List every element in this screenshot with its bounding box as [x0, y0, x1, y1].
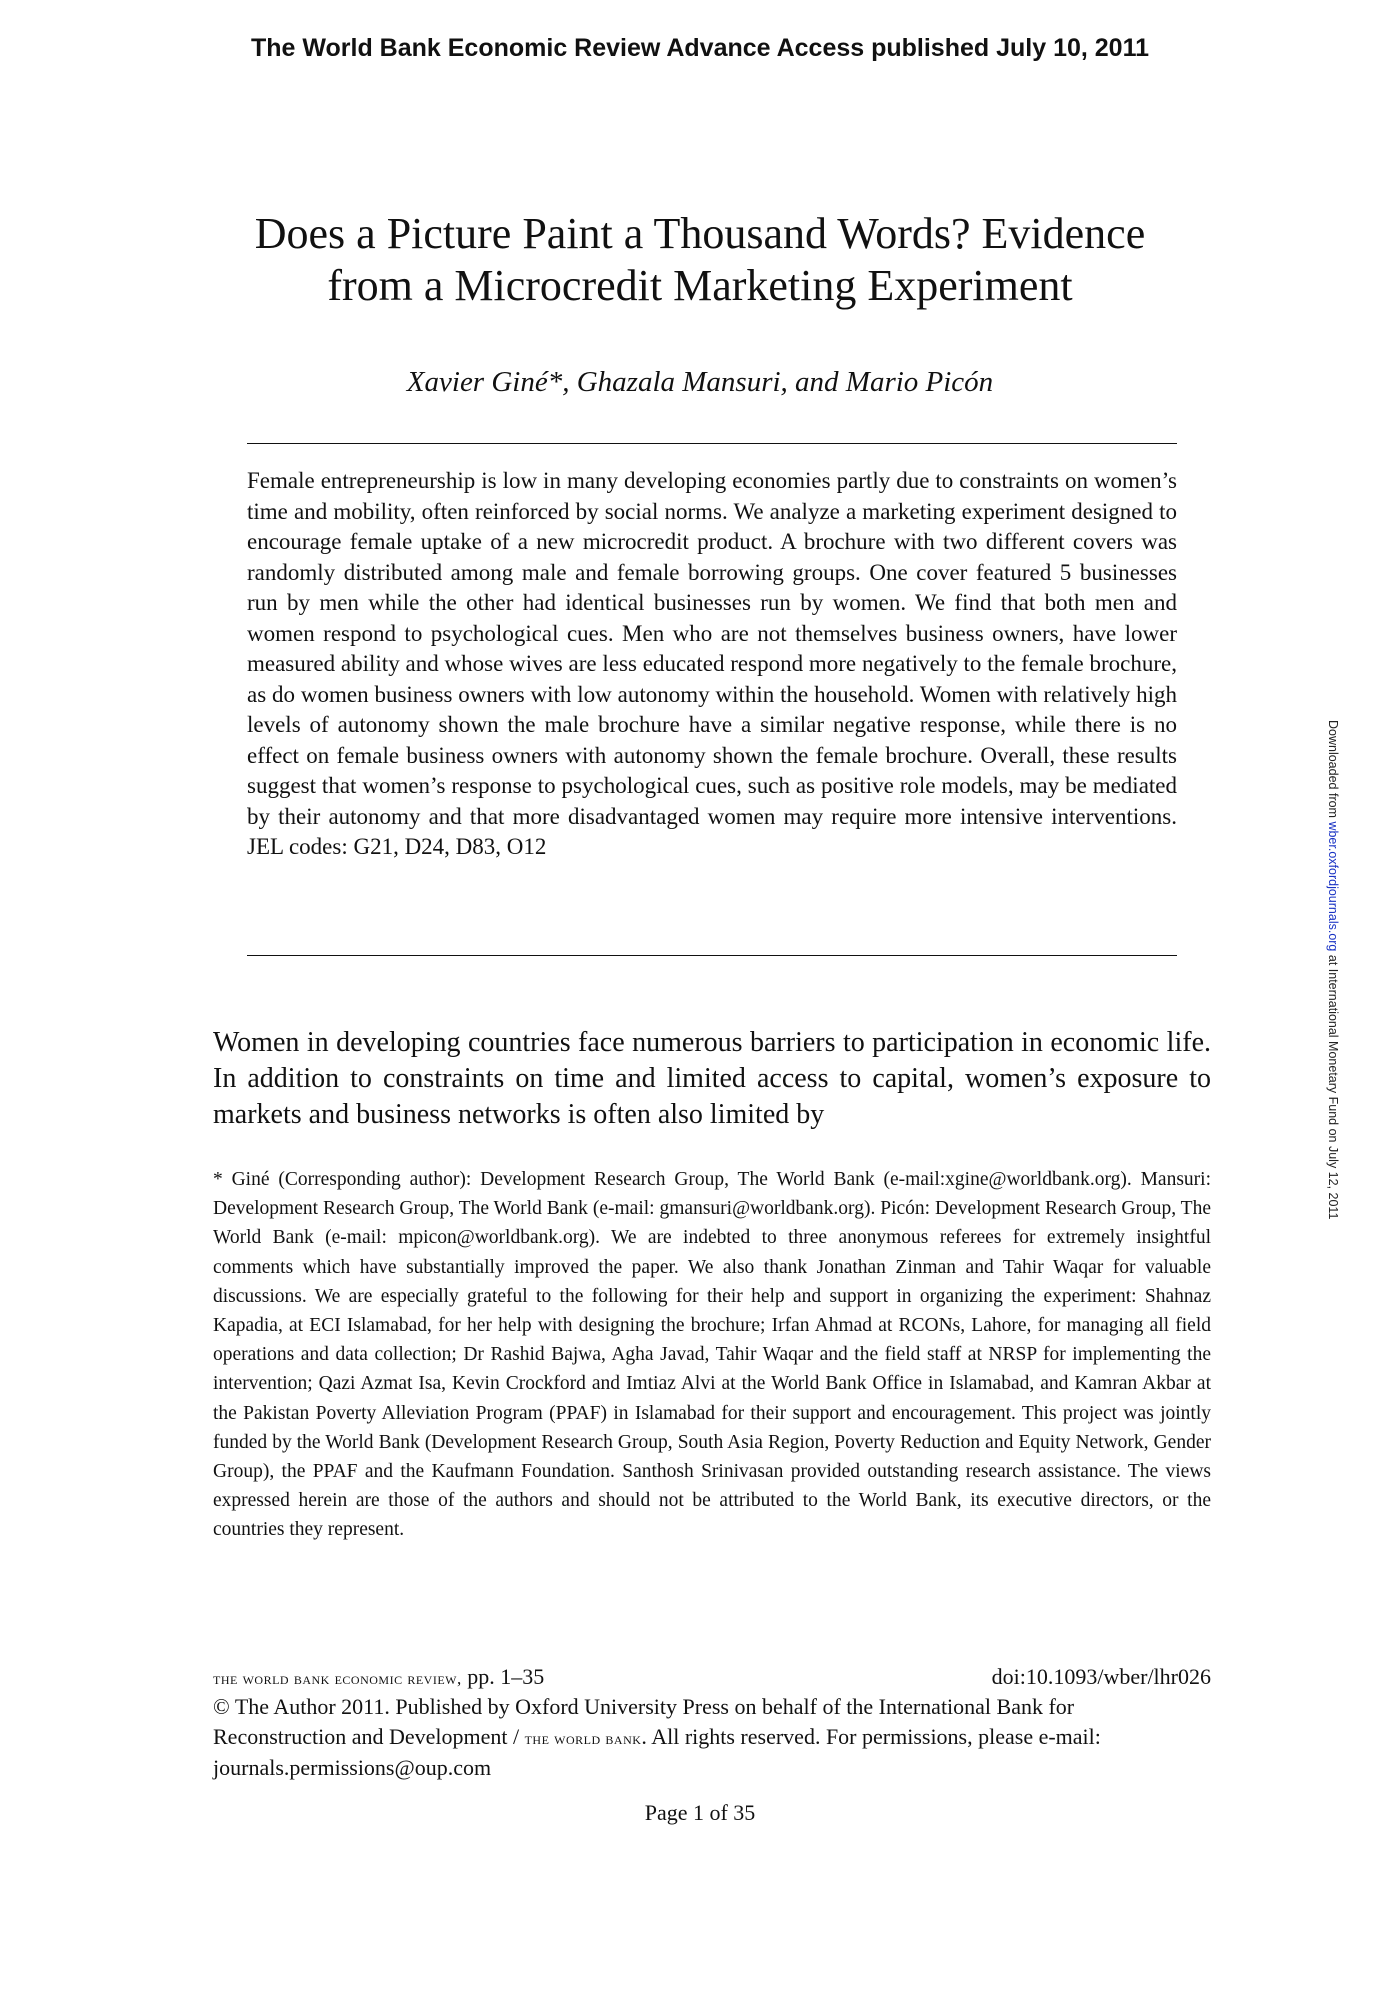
paper-title-line-2: from a Microcredit Marketing Experiment [327, 261, 1073, 310]
copyright-text-part-2: . All rights reserved. For permissions, please e-mail: journals.permissions@oup.com [213, 1723, 1101, 1780]
download-prefix: Downloaded from [1326, 720, 1340, 818]
abstract-top-rule [247, 443, 1177, 444]
download-watermark [1326, 720, 1340, 1219]
abstract: Female entrepreneurship is low in many developing economies partly due to constraints on women’s time and mobility, often reinforced by social norms. We analyze a marketing experiment designed to encourage female uptake of a new microcredit product. A brochure with two different covers was randomly distributed among male and female borrowing groups. One cover featured 5 businesses run by men while the other had identical businesses run by women. We find that both men and women respond to psychological cues. Men who are not themselves business owners, have lower measured ability and whose wives are less educated respond more negatively to the female brochure, as do women business owners with low autonomy within the household. Women with relatively high levels of autonomy shown the male brochure have a similar negative response, while there is no effect on female business owners with autonomy shown the female brochure. Overall, these results suggest that women’s response to psychological cues, such as positive role models, may be mediated by their autonomy and that more disadvantaged women may require more intensive interventions. JEL codes: G21, D24, D83, O12 [247, 468, 1177, 859]
page-number: Page 1 of 35 [644, 1800, 756, 1825]
copyright-notice [213, 1692, 1211, 1783]
journal-citation-line [213, 1664, 1211, 1694]
copyright-icon: © [213, 1694, 230, 1719]
paper-title [160, 208, 1240, 312]
intro-paragraph: Women in developing countries face numerous barriers to participation in economic life. In addition to constraints on time and limited access to capital, women’s exposure to markets and business networks is often also limited by [213, 1027, 1211, 1130]
doi-text[interactable]: doi:10.1093/wber/lhr026 [991, 1664, 1211, 1689]
abstract-bottom-rule [247, 955, 1177, 956]
paper-title-line-1: Does a Picture Paint a Thousand Words? Evidence [254, 209, 1146, 258]
download-suffix: at International Monetary Fund on July 12, 2011 [1326, 954, 1340, 1220]
journal-site-link[interactable]: wber.oxfordjournals.org [1326, 821, 1340, 952]
journal-reference [213, 1664, 544, 1690]
journal-name: the world bank economic review, [213, 1669, 462, 1688]
copyright-text-part-1: The Author 2011. Published by Oxford University Press on behalf of the International Bank for Reconstruction and Development / [213, 1694, 1075, 1749]
access-header: The World Bank Economic Review Advance Access published July 10, 2011 [250, 34, 1150, 62]
author-list: Xavier Giné*, Ghazala Mansuri, and Mario Picón [406, 366, 994, 398]
journal-pages: pp. 1–35 [467, 1664, 545, 1689]
copyright-org: the world bank [524, 1728, 642, 1748]
author-footnote: * Giné (Corresponding author): Development Research Group, The World Bank (e-mail:xgine@worldbank.org). Mansuri: Development Research Group, The World Bank (e-mail: gmansuri@worldbank.org). Picón: Development Research Group, The World Bank (e-mail: mpicon@worldbank.org). We are indebted to three anonymous referees for extremely insightful comments which have substantially improved the paper. We also thank Jonathan Zinman and Tahir Waqar for valuable discussions. We are especially grateful to the following for their help and support in organizing the experiment: Shahnaz Kapadia, at ECI Islamabad, for her help with designing the brochure; Irfan Ahmad at RCONs, Lahore, for managing all field operations and data collection; Dr Rashid Bajwa, Agha Javad, Tahir Waqar and the field staff at NRSP for implementing the intervention; Qazi Azmat Isa, Kevin Crockford and Imtiaz Alvi at the World Bank Office in Islamabad, and Kamran Akbar at the Pakistan Poverty Alleviation Program (PPAF) in Islamabad for their support and encouragement. This project was jointly funded by the World Bank (Development Research Group, South Asia Region, Poverty Reduction and Equity Network, Gender Group), the PPAF and the Kaufmann Foundation. Santhosh Srinivasan provided outstanding research assistance. The views expressed herein are those of the authors and should not be attributed to the World Bank, its executive directors, or the countries they represent. [213, 1169, 1211, 1541]
